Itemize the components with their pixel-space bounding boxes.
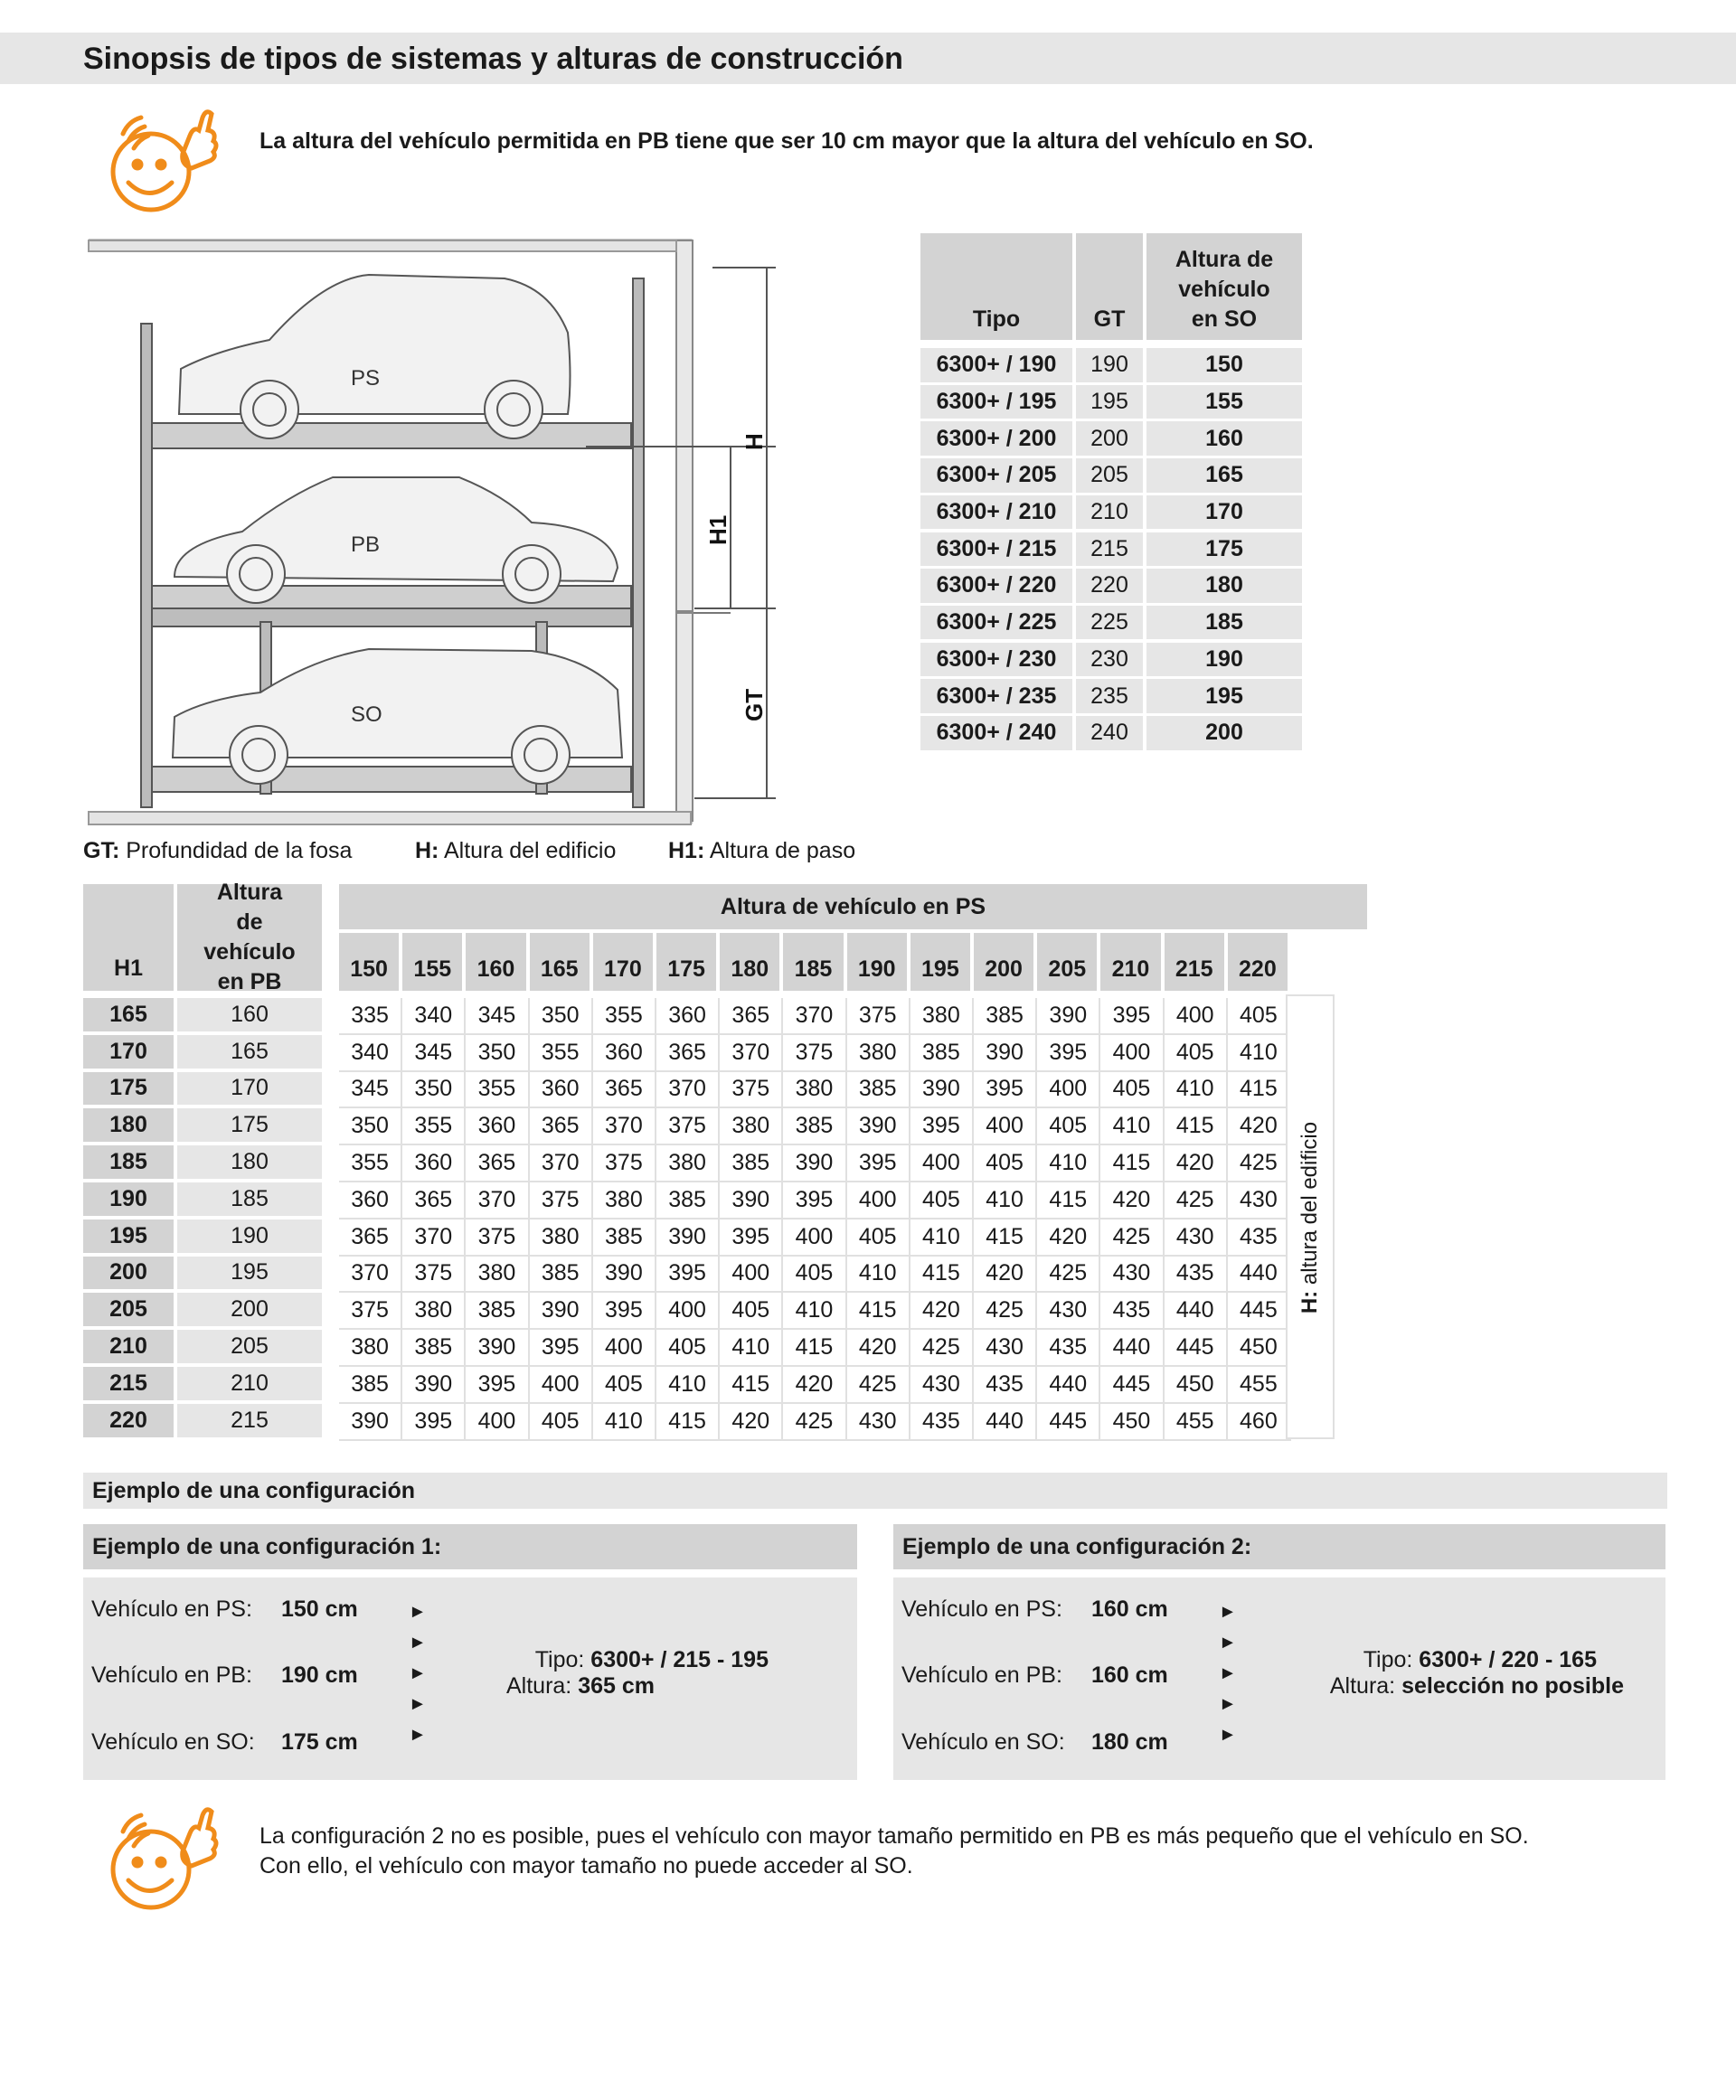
building-height-cell: 440 [1100, 1330, 1164, 1367]
building-height-cell: 345 [402, 1035, 466, 1072]
building-height-cell: 375 [593, 1145, 656, 1182]
building-height-cell: 400 [466, 1404, 529, 1441]
building-height-cell: 400 [1100, 1035, 1164, 1072]
building-height-cell: 360 [402, 1145, 466, 1182]
building-height-cell: 350 [530, 998, 593, 1035]
pb-cell: 200 [177, 1293, 322, 1326]
example-1-title: Ejemplo de una configuración 1: [83, 1524, 857, 1569]
building-height-cell: 375 [656, 1108, 720, 1145]
building-height-cell: 405 [593, 1367, 656, 1404]
arrow-icon: ► [1219, 1663, 1237, 1683]
building-height-cell: 430 [1228, 1182, 1291, 1220]
building-height-cell: 400 [783, 1220, 846, 1257]
building-height-cell: 445 [1228, 1293, 1291, 1330]
h1-cell: 180 [83, 1108, 174, 1142]
building-height-cell: 365 [720, 998, 783, 1035]
building-height-cell: 380 [910, 998, 974, 1035]
building-height-cell: 385 [593, 1220, 656, 1257]
building-height-cell: 405 [910, 1182, 974, 1220]
building-height-cell: 355 [530, 1035, 593, 1072]
building-height-cell: 430 [1165, 1220, 1228, 1257]
building-height-cell: 370 [530, 1145, 593, 1182]
building-height-cell: 410 [593, 1404, 656, 1441]
building-height-cell: 390 [1037, 998, 1100, 1035]
building-height-cell: 455 [1228, 1367, 1291, 1404]
building-height-cell: 395 [720, 1220, 783, 1257]
bottom-note [259, 1822, 1529, 1881]
type-cell: 6300+ / 225 [920, 606, 1072, 640]
h1-cell: 190 [83, 1182, 174, 1216]
building-height-cell: 435 [1228, 1220, 1291, 1257]
building-height-cell: 405 [1100, 1072, 1164, 1109]
building-height-cell: 410 [1100, 1108, 1164, 1145]
building-height-cell: 395 [847, 1145, 910, 1182]
page-title: Sinopsis de tipos de sistemas y alturas de construcción [83, 42, 903, 76]
arrow-icon: ► [1219, 1694, 1237, 1714]
h1-cell: 210 [83, 1330, 174, 1363]
legend-h: H: Altura del edificio [415, 838, 617, 863]
building-height-cell: 425 [1037, 1257, 1100, 1294]
building-height-cell: 360 [530, 1072, 593, 1109]
h1-cell: 195 [83, 1220, 174, 1253]
building-height-cell: 405 [530, 1404, 593, 1441]
level-ps-label: PS [351, 366, 381, 391]
bottom-note-line-2: Con ello, el vehículo con mayor tamaño no puede acceder al SO. [259, 1853, 913, 1879]
building-height-cell: 420 [1228, 1108, 1291, 1145]
building-height-cell: 415 [656, 1404, 720, 1441]
building-height-cell: 415 [720, 1367, 783, 1404]
gt-cell: 235 [1076, 679, 1143, 713]
building-height-cell: 395 [593, 1293, 656, 1330]
building-height-cell: 355 [402, 1108, 466, 1145]
building-height-cell: 390 [847, 1108, 910, 1145]
top-note: La altura del vehículo permitida en PB tiene que ser 10 cm mayor que la altura del vehículo en SO. [259, 128, 1314, 154]
arrow-icon: ► [409, 1725, 427, 1745]
building-height-cell: 425 [974, 1293, 1037, 1330]
gt-cell: 240 [1076, 716, 1143, 750]
building-height-cell: 365 [593, 1072, 656, 1109]
building-height-cell: 385 [656, 1182, 720, 1220]
building-height-cell: 420 [720, 1404, 783, 1441]
building-height-cell: 355 [466, 1072, 529, 1109]
building-height-cell: 395 [974, 1072, 1037, 1109]
building-height-cell: 410 [847, 1257, 910, 1294]
smiley-pointing-icon [101, 99, 224, 222]
arrow-icon: ► [1219, 1725, 1237, 1745]
building-height-cell: 425 [783, 1404, 846, 1441]
so-height-cell: 175 [1146, 532, 1302, 567]
h1-cell: 200 [83, 1257, 174, 1290]
building-height-cell: 405 [1228, 998, 1291, 1035]
building-height-cell: 360 [656, 998, 720, 1035]
building-height-cell: 375 [339, 1293, 402, 1330]
building-height-cell: 415 [1165, 1108, 1228, 1145]
so-height-cell: 170 [1146, 495, 1302, 530]
building-height-cell: 395 [910, 1108, 974, 1145]
dim-h1-label: H1 [704, 514, 731, 545]
building-height-cell: 390 [974, 1035, 1037, 1072]
building-height-cell: 350 [402, 1072, 466, 1109]
building-height-cell: 445 [1037, 1404, 1100, 1441]
building-height-cell: 405 [656, 1330, 720, 1367]
example-1-ps-row: Vehículo en PS: 150 cm [91, 1596, 358, 1622]
building-height-cell: 400 [720, 1257, 783, 1294]
ps-col-header: 215 [1165, 933, 1224, 991]
building-height-cell: 350 [466, 1035, 529, 1072]
building-height-cell: 410 [974, 1182, 1037, 1220]
h1-cell: 165 [83, 998, 174, 1031]
pb-cell: 175 [177, 1108, 322, 1142]
pb-cell: 185 [177, 1182, 322, 1216]
type-cell: 6300+ / 195 [920, 385, 1072, 419]
building-height-cell: 395 [402, 1404, 466, 1441]
building-height-cell: 435 [974, 1367, 1037, 1404]
gt-cell: 230 [1076, 643, 1143, 677]
so-height-cell: 185 [1146, 606, 1302, 640]
h1-cell: 215 [83, 1367, 174, 1400]
building-height-cell: 420 [974, 1257, 1037, 1294]
so-height-cell: 150 [1146, 348, 1302, 382]
building-height-cell: 410 [783, 1293, 846, 1330]
bottom-note-line-1: La configuración 2 no es posible, pues el vehículo con mayor tamaño permitido en PB es más pequeño que el vehículo en SO. [259, 1823, 1529, 1849]
building-height-cell: 385 [910, 1035, 974, 1072]
type-cell: 6300+ / 240 [920, 716, 1072, 750]
building-height-cell: 370 [339, 1257, 402, 1294]
building-height-cell: 375 [847, 998, 910, 1035]
ps-col-header: 180 [720, 933, 779, 991]
type-cell: 6300+ / 220 [920, 569, 1072, 603]
building-height-cell: 420 [783, 1367, 846, 1404]
building-height-cell: 395 [466, 1367, 529, 1404]
ps-col-header: 155 [402, 933, 462, 991]
gt-cell: 215 [1076, 532, 1143, 567]
gt-col-header: GT [1076, 233, 1143, 340]
building-height-cell: 420 [1165, 1145, 1228, 1182]
building-height-cell: 370 [783, 998, 846, 1035]
building-height-cell: 430 [1037, 1293, 1100, 1330]
building-height-cell: 440 [1037, 1367, 1100, 1404]
building-height-cell: 390 [593, 1257, 656, 1294]
arrow-icon: ► [409, 1633, 427, 1653]
building-height-cell: 375 [466, 1220, 529, 1257]
so-col-header: Altura de vehículo en SO [1146, 233, 1302, 340]
building-height-cell: 390 [339, 1404, 402, 1441]
building-height-cell: 435 [910, 1404, 974, 1441]
building-height-cell: 385 [720, 1145, 783, 1182]
building-height-cell: 440 [974, 1404, 1037, 1441]
building-height-cell: 400 [1165, 998, 1228, 1035]
building-height-cell: 360 [339, 1182, 402, 1220]
building-height-side-label: H: altura del edificio [1297, 1121, 1322, 1314]
building-height-cell: 405 [1165, 1035, 1228, 1072]
h1-cell: 175 [83, 1072, 174, 1106]
building-height-cell: 405 [847, 1220, 910, 1257]
type-cell: 6300+ / 210 [920, 495, 1072, 530]
ps-col-header: 195 [910, 933, 970, 991]
gt-cell: 220 [1076, 569, 1143, 603]
building-height-cell: 355 [339, 1145, 402, 1182]
building-height-cell: 380 [847, 1035, 910, 1072]
building-height-cell: 405 [1037, 1108, 1100, 1145]
dim-gt-label: GT [741, 688, 768, 721]
building-height-cell: 410 [1228, 1035, 1291, 1072]
building-height-cell: 390 [656, 1220, 720, 1257]
gt-cell: 190 [1076, 348, 1143, 382]
building-height-cell: 340 [402, 998, 466, 1035]
building-height-cell: 390 [720, 1182, 783, 1220]
legend-gt: GT: Profundidad de la fosa [83, 838, 353, 863]
example-2-so-row: Vehículo en SO: 180 cm [901, 1729, 1168, 1755]
parking-system-diagram [80, 233, 812, 834]
building-height-cell: 380 [593, 1182, 656, 1220]
building-height-cell: 380 [339, 1330, 402, 1367]
building-height-cell: 435 [1165, 1257, 1228, 1294]
building-height-cell: 425 [1100, 1220, 1164, 1257]
building-height-cell: 365 [402, 1182, 466, 1220]
ps-group-header: Altura de vehículo en PS [339, 884, 1367, 929]
legend-h1: H1: Altura de paso [668, 838, 856, 863]
pb-cell: 195 [177, 1257, 322, 1290]
building-height-cell: 390 [783, 1145, 846, 1182]
type-col-header: Tipo [920, 233, 1072, 340]
gt-cell: 210 [1076, 495, 1143, 530]
building-height-cell: 425 [1165, 1182, 1228, 1220]
gt-cell: 195 [1076, 385, 1143, 419]
building-height-cell: 400 [656, 1293, 720, 1330]
building-height-cell: 385 [339, 1367, 402, 1404]
building-height-cell: 415 [910, 1257, 974, 1294]
building-height-cell: 430 [910, 1367, 974, 1404]
building-height-cell: 355 [593, 998, 656, 1035]
building-height-cell: 385 [466, 1293, 529, 1330]
building-height-cell: 350 [339, 1108, 402, 1145]
example-1-result: Tipo: 6300+ / 215 - 195 Altura: 365 cm [506, 1647, 769, 1699]
ps-col-header: 160 [466, 933, 525, 991]
so-height-cell: 155 [1146, 385, 1302, 419]
building-height-cell: 440 [1228, 1257, 1291, 1294]
building-height-cell: 450 [1228, 1330, 1291, 1367]
building-height-cell: 415 [847, 1293, 910, 1330]
so-height-cell: 180 [1146, 569, 1302, 603]
type-cell: 6300+ / 230 [920, 643, 1072, 677]
building-height-cell: 365 [466, 1145, 529, 1182]
h1-cell: 220 [83, 1404, 174, 1437]
building-height-cell: 385 [847, 1072, 910, 1109]
building-height-cell: 365 [530, 1108, 593, 1145]
building-height-cell: 390 [466, 1330, 529, 1367]
pb-cell: 215 [177, 1404, 322, 1437]
so-height-cell: 195 [1146, 679, 1302, 713]
building-height-cell: 395 [1037, 1035, 1100, 1072]
example-2-ps-row: Vehículo en PS: 160 cm [901, 1596, 1168, 1622]
building-height-cell: 410 [1165, 1072, 1228, 1109]
so-height-cell: 165 [1146, 458, 1302, 493]
building-height-cell: 450 [1165, 1367, 1228, 1404]
building-height-cell: 405 [974, 1145, 1037, 1182]
building-height-cell: 430 [847, 1404, 910, 1441]
pb-cell: 170 [177, 1072, 322, 1106]
building-height-cell: 400 [1037, 1072, 1100, 1109]
ps-col-header: 175 [656, 933, 716, 991]
building-height-cell: 410 [720, 1330, 783, 1367]
building-height-cell: 445 [1165, 1330, 1228, 1367]
building-height-cell: 360 [593, 1035, 656, 1072]
ps-col-header: 220 [1228, 933, 1288, 991]
h1-cell: 185 [83, 1145, 174, 1179]
dim-h-label: H [741, 433, 768, 450]
building-height-cell: 380 [466, 1257, 529, 1294]
pb-cell: 165 [177, 1035, 322, 1069]
arrow-icon: ► [1219, 1602, 1237, 1622]
building-height-cell: 435 [1037, 1330, 1100, 1367]
building-height-cell: 370 [720, 1035, 783, 1072]
building-height-cell: 425 [910, 1330, 974, 1367]
building-height-cell: 400 [974, 1108, 1037, 1145]
arrow-icon: ► [409, 1694, 427, 1714]
building-height-cell: 380 [783, 1072, 846, 1109]
building-height-cell: 385 [783, 1108, 846, 1145]
building-height-cell: 340 [339, 1035, 402, 1072]
building-height-cell: 425 [1228, 1145, 1291, 1182]
building-height-cell: 395 [656, 1257, 720, 1294]
building-height-cell: 410 [1037, 1145, 1100, 1182]
building-height-cell: 420 [910, 1293, 974, 1330]
building-height-cell: 345 [466, 998, 529, 1035]
arrow-icon: ► [1219, 1633, 1237, 1653]
building-height-cell: 420 [1100, 1182, 1164, 1220]
example-2-title: Ejemplo de una configuración 2: [893, 1524, 1665, 1569]
building-height-cell: 380 [656, 1145, 720, 1182]
building-height-cell: 455 [1165, 1404, 1228, 1441]
building-height-cell: 450 [1100, 1404, 1164, 1441]
building-height-cell: 390 [910, 1072, 974, 1109]
building-height-cell: 395 [783, 1182, 846, 1220]
building-height-cell: 380 [402, 1293, 466, 1330]
building-height-cell: 400 [593, 1330, 656, 1367]
type-cell: 6300+ / 200 [920, 421, 1072, 456]
building-height-cell: 430 [1100, 1257, 1164, 1294]
level-so-label: SO [351, 702, 382, 727]
gt-cell: 205 [1076, 458, 1143, 493]
building-height-cell: 445 [1100, 1367, 1164, 1404]
building-height-cell: 365 [656, 1035, 720, 1072]
building-height-cell: 365 [339, 1220, 402, 1257]
building-height-cell: 395 [1100, 998, 1164, 1035]
building-height-cell: 335 [339, 998, 402, 1035]
arrow-icon: ► [409, 1663, 427, 1683]
building-height-cell: 410 [656, 1367, 720, 1404]
building-height-cell: 360 [466, 1108, 529, 1145]
pb-cell: 180 [177, 1145, 322, 1179]
building-height-cell: 370 [593, 1108, 656, 1145]
h1-col-header: H1 [83, 884, 174, 991]
building-height-cell: 415 [974, 1220, 1037, 1257]
ps-col-header: 200 [974, 933, 1033, 991]
building-height-cell: 375 [530, 1182, 593, 1220]
building-height-cell: 370 [402, 1220, 466, 1257]
so-height-cell: 190 [1146, 643, 1302, 677]
building-height-cell: 415 [1100, 1145, 1164, 1182]
building-height-cell: 460 [1228, 1404, 1291, 1441]
type-cell: 6300+ / 235 [920, 679, 1072, 713]
building-height-cell: 440 [1165, 1293, 1228, 1330]
building-height-cell: 375 [783, 1035, 846, 1072]
ps-col-header: 150 [339, 933, 399, 991]
building-height-cell: 385 [974, 998, 1037, 1035]
so-height-cell: 160 [1146, 421, 1302, 456]
building-height-cell: 410 [910, 1220, 974, 1257]
pb-cell: 190 [177, 1220, 322, 1253]
building-height-cell: 420 [847, 1330, 910, 1367]
examples-title: Ejemplo de una configuración [83, 1473, 1667, 1509]
pb-cell: 210 [177, 1367, 322, 1400]
ps-col-header: 210 [1100, 933, 1160, 991]
building-height-cell: 405 [720, 1293, 783, 1330]
building-height-cell: 390 [530, 1293, 593, 1330]
building-height-cell: 385 [402, 1330, 466, 1367]
type-cell: 6300+ / 190 [920, 348, 1072, 382]
arrow-icon: ► [409, 1602, 427, 1622]
building-height-cell: 380 [530, 1220, 593, 1257]
type-cell: 6300+ / 215 [920, 532, 1072, 567]
example-2-result: Tipo: 6300+ / 220 - 165 Altura: selección no posible [1329, 1647, 1624, 1699]
building-height-cell: 435 [1100, 1293, 1164, 1330]
building-height-cell: 405 [783, 1257, 846, 1294]
type-cell: 6300+ / 205 [920, 458, 1072, 493]
building-height-cell: 415 [1228, 1072, 1291, 1109]
building-height-cell: 400 [530, 1367, 593, 1404]
pb-col-header: Altura de vehículo en PB [177, 884, 322, 991]
building-height-cell: 375 [720, 1072, 783, 1109]
level-pb-label: PB [351, 532, 381, 557]
building-height-cell: 430 [974, 1330, 1037, 1367]
pb-cell: 160 [177, 998, 322, 1031]
building-height-cell: 420 [1037, 1220, 1100, 1257]
so-height-cell: 200 [1146, 716, 1302, 750]
building-height-cell: 400 [910, 1145, 974, 1182]
ps-col-header: 185 [783, 933, 843, 991]
ps-col-header: 205 [1037, 933, 1097, 991]
building-height-cell: 345 [339, 1072, 402, 1109]
building-height-cell: 370 [656, 1072, 720, 1109]
pb-cell: 205 [177, 1330, 322, 1363]
building-height-cell: 415 [783, 1330, 846, 1367]
building-height-cell: 400 [847, 1182, 910, 1220]
example-1-so-row: Vehículo en SO: 175 cm [91, 1729, 358, 1755]
h1-cell: 170 [83, 1035, 174, 1069]
building-height-cell: 370 [466, 1182, 529, 1220]
h1-cell: 205 [83, 1293, 174, 1326]
ps-col-header: 165 [530, 933, 590, 991]
ps-col-header: 170 [593, 933, 653, 991]
building-height-cell: 395 [530, 1330, 593, 1367]
example-1-pb-row: Vehículo en PB: 190 cm [91, 1662, 358, 1688]
building-height-cell: 425 [847, 1367, 910, 1404]
gt-cell: 200 [1076, 421, 1143, 456]
building-height-cell: 385 [530, 1257, 593, 1294]
building-height-cell: 415 [1037, 1182, 1100, 1220]
building-height-cell: 375 [402, 1257, 466, 1294]
building-height-cell: 390 [402, 1367, 466, 1404]
ps-col-header: 190 [847, 933, 907, 991]
example-2-pb-row: Vehículo en PB: 160 cm [901, 1662, 1168, 1688]
building-height-cell: 380 [720, 1108, 783, 1145]
gt-cell: 225 [1076, 606, 1143, 640]
smiley-pointing-icon-bottom [101, 1797, 224, 1920]
